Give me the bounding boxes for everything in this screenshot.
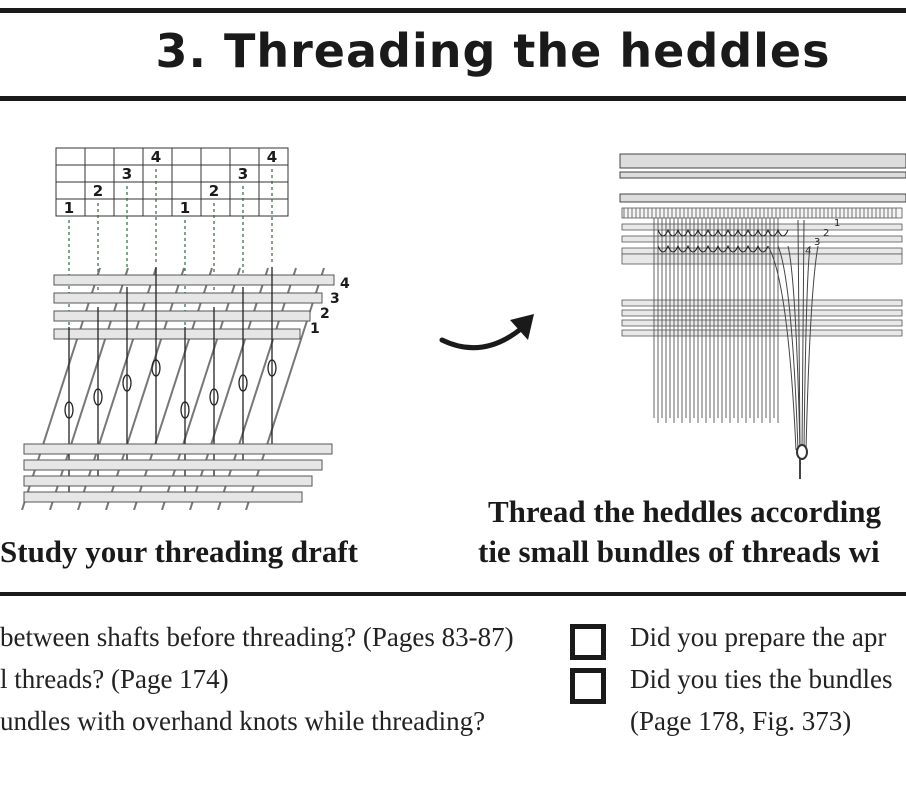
loom-shaft-number: 4: [805, 246, 812, 257]
title-underline: [0, 96, 906, 101]
top-rule: [0, 8, 906, 13]
page-title: 3. Threading the heddles: [155, 24, 831, 78]
loom-threading-illustration: [618, 150, 906, 485]
lower-shafts: [24, 444, 332, 502]
draft-number: 1: [63, 199, 75, 217]
checklist-left-item: undles with overhand knots while threading?: [0, 706, 486, 736]
shaft-label: 1: [310, 321, 320, 337]
shaft-label: 4: [340, 276, 350, 292]
loom-shaft-number: 3: [814, 237, 821, 248]
draft-number: 2: [92, 182, 104, 200]
checklist-checkbox[interactable]: [570, 668, 606, 704]
right-caption-line-2: tie small bundles of threads wi: [478, 534, 880, 569]
draft-number: 2: [208, 182, 220, 200]
draft-number: 3: [121, 165, 133, 183]
checklist-left-item: l threads? (Page 174): [0, 664, 229, 694]
loom-beams: [620, 154, 906, 202]
upper-shafts: [54, 275, 334, 339]
threading-draft-illustration: [0, 140, 360, 510]
heddle-bank-top: [622, 208, 902, 218]
draft-grid: [56, 148, 288, 216]
loom-shaft-number: 1: [834, 218, 841, 229]
draft-number: 4: [150, 148, 162, 166]
draft-number: 3: [237, 165, 249, 183]
curved-arrow-icon: [438, 310, 542, 360]
checklist-rule: [0, 592, 906, 596]
shaft-label: 3: [330, 291, 340, 307]
warp-threads: [22, 268, 324, 510]
left-caption: Study your threading draft: [0, 534, 358, 569]
draft-number: 4: [266, 148, 278, 166]
checklist-checkbox[interactable]: [570, 624, 606, 660]
right-caption-line-1: Thread the heddles according: [488, 494, 881, 529]
checklist-right-continuation: (Page 178, Fig. 373): [630, 706, 852, 736]
checklist-right-item: Did you ties the bundles: [630, 664, 893, 694]
loom-shaft-number: 2: [823, 228, 830, 239]
checklist-right-item: Did you prepare the apr: [630, 622, 887, 652]
draft-number: 1: [179, 199, 191, 217]
checklist-left-item: between shafts before threading? (Pages 83-87): [0, 622, 514, 652]
shaft-label: 2: [320, 306, 330, 322]
bundle-knot: [797, 445, 807, 459]
